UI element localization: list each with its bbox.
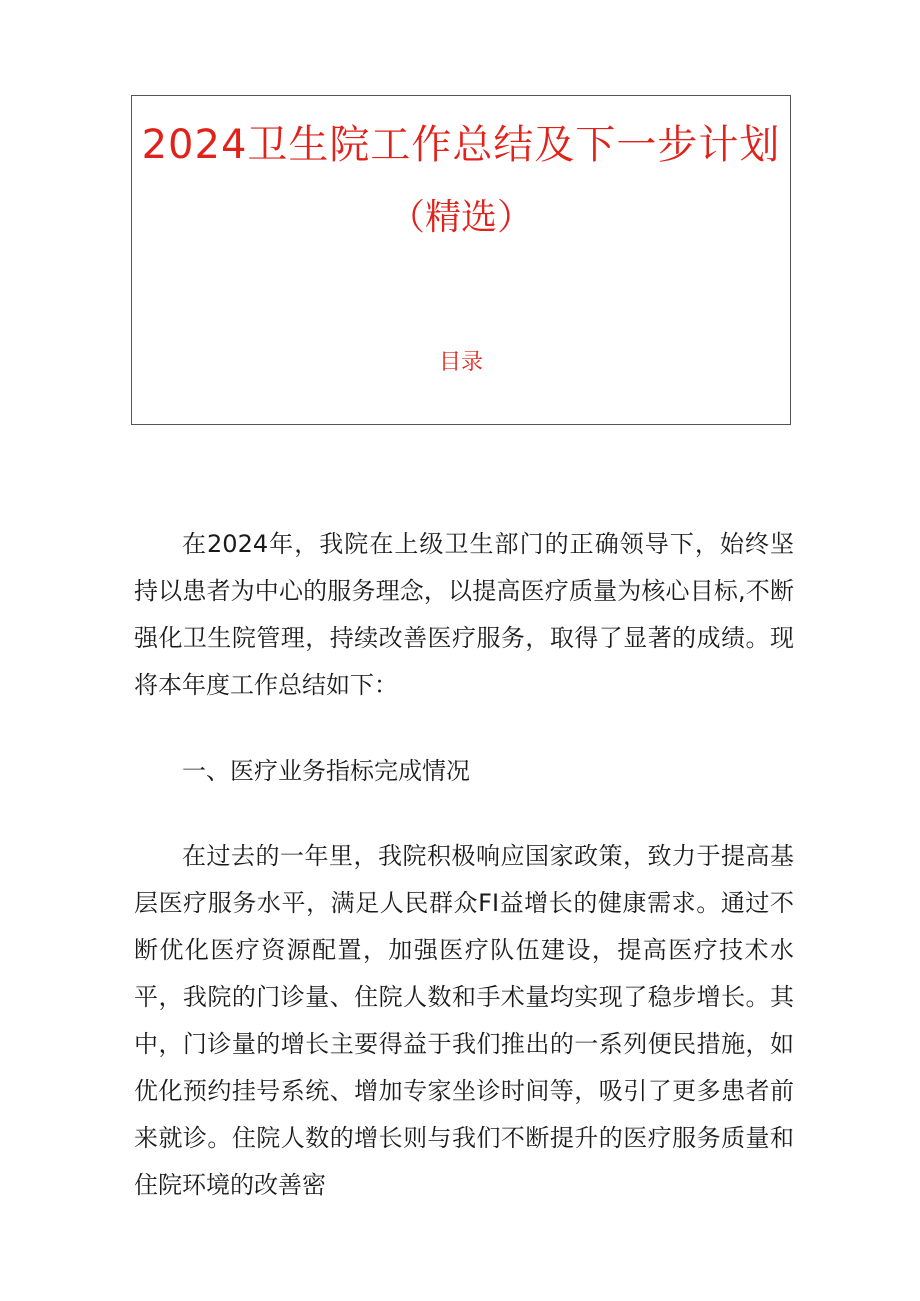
section-heading-1: 一、医疗业务指标完成情况: [182, 757, 470, 785]
section-1-paragraph: 在过去的一年里，我院积极响应国家政策，致力于提高基层医疗服务水平，满足人民群众FI益增长的健康需求。通过不断优化医疗资源配置，加强医疗队伍建设，提高医疗技术水平，我院的门诊量、住院人数和手术量均实现了稳步增长。其中，门诊量的增长主要得益于我们推出的一系列便民措施，如优化预约挂号系统、增加专家坐诊时间等，吸引了更多患者前来就诊。住院人数的增长则与我们不断提升的医疗服务质量和住院环境的改善密: [134, 842, 794, 1199]
intro-paragraph: 在2024年，我院在上级卫生部门的正确领导下，始终坚持以患者为中心的服务理念，以提高医疗质量为核心目标,不断强化卫生院管理，持续改善医疗服务，取得了显著的成绩。现将本年度工作总结如下：: [134, 530, 794, 699]
cover-title-box: [131, 95, 791, 425]
document-title: 2024卫生院工作总结及下一步计划: [141, 122, 781, 168]
table-of-contents-label: 目录: [438, 350, 483, 375]
document-subtitle: （精选）: [388, 197, 533, 238]
